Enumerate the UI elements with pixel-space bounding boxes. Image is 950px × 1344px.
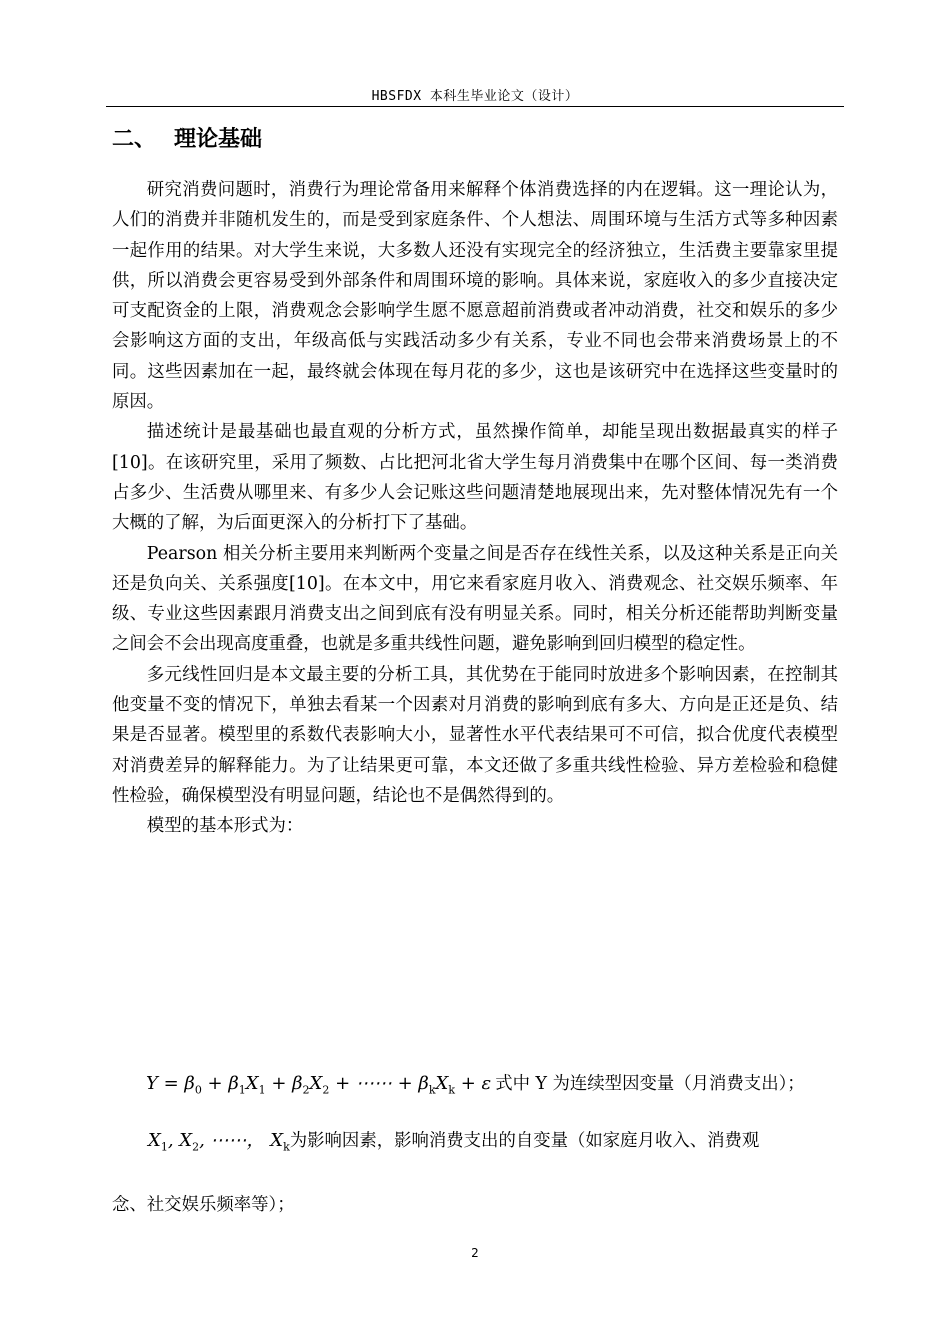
section-title: 理论基础: [174, 127, 263, 152]
running-header: HBSFDX 本科生毕业论文（设计）: [371, 89, 579, 104]
variables-description-continued: 念、社交娱乐频率等）；: [112, 1195, 295, 1215]
regression-equation: $Y = \beta_0 + \beta_1X_1 + \beta_2X_2$ + ⋯⋯ + $\beta_kX_k + \varepsilon$: [146, 1073, 492, 1097]
paragraph-model-intro: 模型的基本形式为：: [146, 816, 304, 837]
variables-row: [148, 1124, 842, 1165]
body-text: [112, 175, 838, 842]
variables-description: 为影响因素，影响消费支出的自变量（如家庭月收入、消费观: [289, 1131, 760, 1151]
section-heading: [112, 124, 262, 156]
equation-explanation: 式中 Y 为连续型因变量（月消费支出）；: [495, 1074, 805, 1094]
page-number: 2: [471, 1246, 479, 1260]
variable-symbols: $X_1$, $X_2$, ⋯⋯， $X_k$: [148, 1130, 290, 1154]
section-number: 二、: [112, 127, 157, 152]
header-rule: [106, 106, 844, 107]
paragraph-pearson-correlation: Pearson 相关分析主要用来判断两个变量之间是否存在线性关系，以及这种关系是正向关还是负向关、关系强度[10]。在本文中，用它来看家庭月收入、消费观念、社交娱乐频率、年级、专业这些因素跟月消费支出之间到底有没有明显关系。同时，相关分析还能帮助判断变量之间会不会出现高度重叠，也就是多重共线性问题，避免影响到回归模型的稳定性。: [112, 543, 838, 655]
paragraph-descriptive-statistics: 描述统计是最基础也最直观的分析方式，虽然操作简单，却能呈现出数据最真实的样子[10]。在该研究里，采用了频数、占比把河北省大学生每月消费集中在哪个区间、每一类消费占多少、生活费从哪里来、有多少人会记账这些问题清楚地展现出来，先对整体情况先有一个大概的了解，为后面更深入的分析打下了基础。: [112, 422, 838, 534]
paragraph-multiple-regression: 多元线性回归是本文最主要的分析工具，其优势在于能同时放进多个影响因素，在控制其他变量不变的情况下，单独去看某一个因素对月消费的影响到底有多大、方向是正还是负、结果是否显著。模型里的系数代表影响大小，显著性水平代表结果可不可信，拟合优度代表模型对消费差异的解释能力。为了让结果更可靠，本文还做了多重共线性检验、异方差检验和稳健性检验，确保模型没有明显问题，结论也不是偶然得到的。: [112, 664, 838, 806]
paragraph-consumer-theory: 研究消费问题时，消费行为理论常备用来解释个体消费选择的内在逻辑。这一理论认为，人们的消费并非随机发生的，而是受到家庭条件、个人想法、周围环境与生活方式等多种因素一起作用的结果。对大学生来说，大多数人还没有实现完全的经济独立，生活费主要靠家里提供，所以消费会更容易受到外部条件和周围环境的影响。具体来说，家庭收入的多少直接决定可支配资金的上限，消费观念会影响学生愿不愿意超前消费或者冲动消费，社交和娱乐的多少会影响这方面的支出，年级高低与实践活动多少有关系，专业不同也会带来消费场景上的不同。这些因素加在一起，最终就会体现在每月花的多少，这也是该研究中在选择这些变量时的原因。: [112, 180, 838, 413]
regression-formula-row: [146, 1067, 846, 1101]
